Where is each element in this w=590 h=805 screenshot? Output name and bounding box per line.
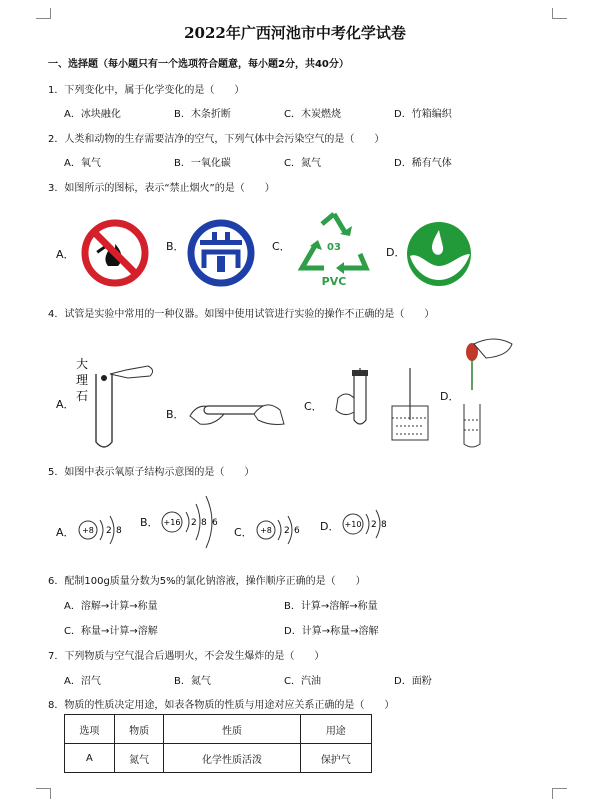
q1-option-c: C．木炭燃烧	[284, 109, 341, 120]
q5-b-shell-3: 6	[212, 518, 218, 528]
q2-option-d: D．稀有气体	[394, 158, 452, 169]
q4-label-a: A．	[56, 398, 75, 411]
q5-a-shell-2: 8	[116, 526, 122, 536]
q6-option-d: D．计算→称量→溶解	[284, 626, 379, 637]
q5-a-nucleus: +8	[82, 526, 94, 535]
q7-option-a: A．沼气	[64, 676, 101, 687]
atom-diagram-b	[158, 490, 228, 554]
section-heading: 一、选择题（每小题只有一个选项符合题意，每小题2分，共40分）	[48, 59, 349, 70]
page-title: 2022年广西河池市中考化学试卷	[184, 24, 406, 42]
q5-c-nucleus: +8	[260, 526, 272, 535]
q5-d-shell-1: 2	[371, 520, 377, 530]
q5-d-shell-2: 8	[381, 520, 387, 530]
recycle-pvc-icon	[294, 208, 374, 290]
q5-label-c: C．	[234, 526, 253, 539]
q4-a-text-3: 石	[76, 389, 89, 403]
crop-mark-bottom-right	[552, 788, 567, 799]
q1-option-a: A．冰块融化	[64, 109, 121, 120]
water-saving-logo-icon	[404, 220, 474, 288]
test-tube-heating-figure	[184, 386, 290, 438]
question-6: 6．配制100g质量分数为5%的氯化钠溶液，操作顺序正确的是（ ）	[48, 576, 366, 587]
atom-diagram-c	[254, 508, 314, 552]
q4-a-text-1: 大	[76, 357, 89, 371]
q5-c-shell-2: 6	[294, 526, 300, 536]
table-header-row	[65, 715, 372, 744]
table-cell: A	[65, 744, 115, 773]
recycle-code: PVC	[321, 275, 347, 288]
q2-option-a: A．氧气	[64, 158, 101, 169]
q5-a-shell-1: 2	[106, 526, 112, 536]
q4-label-b: B．	[166, 408, 185, 421]
table-header-cell: 性质	[164, 715, 300, 744]
q5-d-nucleus: +10	[344, 520, 362, 529]
atom-diagram-a	[76, 508, 136, 552]
crop-mark-bottom-left	[36, 788, 51, 799]
table-cell: 化学性质活泼	[164, 744, 300, 773]
q7-option-d: D．面粉	[394, 676, 432, 687]
q5-b-nucleus: +16	[163, 518, 181, 527]
recycle-number: 03	[327, 242, 341, 253]
no-fire-sign-icon	[78, 218, 152, 288]
q1-option-b: B．木条折断	[174, 109, 231, 120]
crop-mark-top-right	[552, 8, 567, 19]
q3-label-a: A．	[56, 248, 75, 261]
q7-option-c: C．汽油	[284, 676, 321, 687]
atom-diagram-d	[340, 502, 400, 546]
q5-c-shell-1: 2	[284, 526, 290, 536]
question-2: 2．人类和动物的生存需要洁净的空气，下列气体中会污染空气的是（ ）	[48, 134, 385, 145]
table-header-cell: 选项	[65, 715, 115, 744]
q6-option-b: B．计算→溶解→称量	[284, 601, 378, 612]
q5-b-shell-2: 8	[201, 518, 207, 528]
q3-label-d: D．	[386, 246, 406, 259]
q6-option-a: A．溶解→计算→称量	[64, 601, 158, 612]
table-row	[65, 744, 372, 773]
question-8: 8．物质的性质决定用途，如表各物质的性质与用途对应关系正确的是（ ）	[48, 700, 395, 711]
q2-option-c: C．氮气	[284, 158, 321, 169]
q3-label-b: B．	[166, 240, 185, 253]
table-cell: 氮气	[114, 744, 164, 773]
test-tube-marble-figure	[70, 352, 160, 452]
q7-option-b: B．氮气	[174, 676, 211, 687]
q5-label-d: D．	[320, 520, 340, 533]
question-5: 5．如图中表示氧原子结构示意图的是（ ）	[48, 467, 255, 478]
table-cell: 保护气	[300, 744, 371, 773]
q5-label-b: B．	[140, 516, 159, 529]
table-header-cell: 物质	[114, 715, 164, 744]
question-1: 1．下列变化中，属于化学变化的是（ ）	[48, 85, 245, 96]
q4-label-d: D．	[440, 390, 460, 403]
q4-label-c: C．	[304, 400, 323, 413]
q1-option-d: D．竹箱编织	[394, 109, 452, 120]
q5-b-shell-1: 2	[191, 518, 197, 528]
question-3: 3．如图所示的图标，表示“禁止烟火”的是（ ）	[48, 183, 275, 194]
subway-logo-icon	[186, 218, 256, 288]
q8-table	[64, 714, 372, 773]
dropper-figure	[454, 334, 520, 450]
q6-option-c: C．称量→计算→溶解	[64, 626, 158, 637]
gas-collection-figure	[324, 368, 436, 444]
q3-label-c: C．	[272, 240, 291, 253]
crop-mark-top-left	[36, 8, 51, 19]
question-7: 7．下列物质与空气混合后遇明火，不会发生爆炸的是（ ）	[48, 651, 325, 662]
q4-a-text-2: 理	[76, 373, 89, 387]
q2-option-b: B．一氧化碳	[174, 158, 231, 169]
question-4: 4．试管是实验中常用的一种仪器。如图中使用试管进行实验的操作不正确的是（ ）	[48, 309, 435, 320]
q5-label-a: A．	[56, 526, 75, 539]
table-header-cell: 用途	[300, 715, 371, 744]
